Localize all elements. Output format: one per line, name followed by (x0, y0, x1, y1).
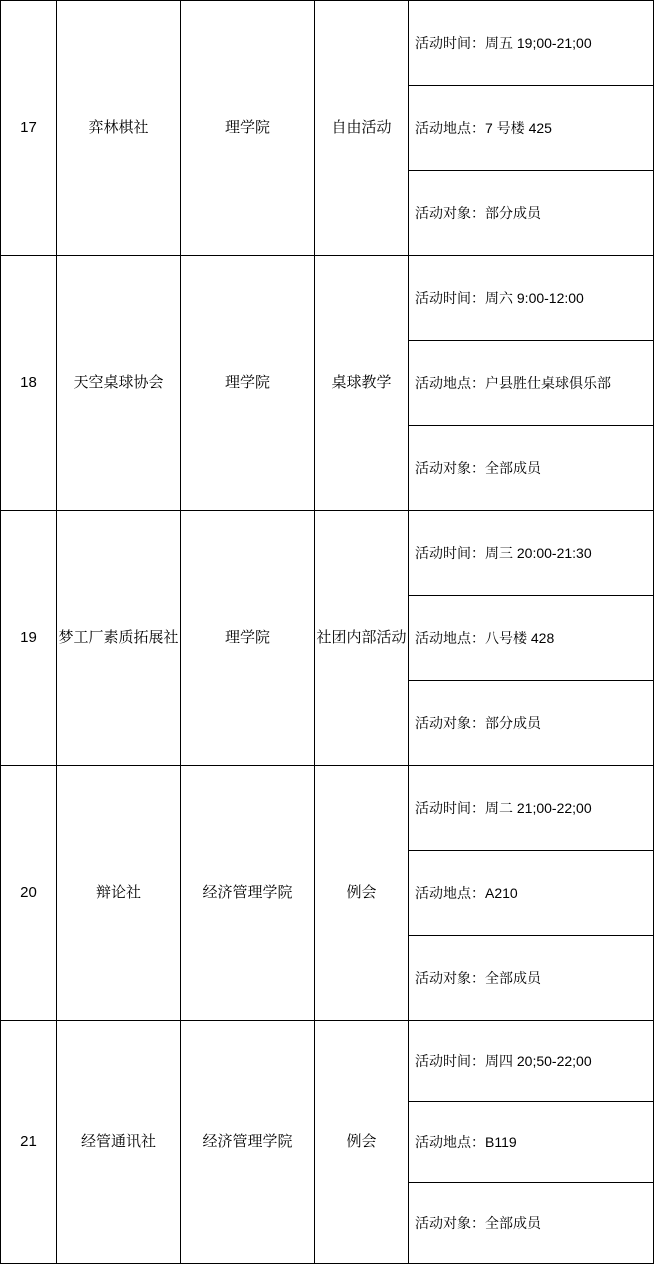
detail-time-value: 周六 9:00-12:00 (485, 289, 584, 306)
detail-place-label: 活动地点： (415, 374, 485, 391)
detail-time (409, 511, 653, 596)
detail-audience-label: 活动对象： (415, 969, 485, 986)
table-row (1, 766, 654, 1021)
detail-row (409, 86, 653, 171)
club-details (409, 256, 654, 511)
detail-table (409, 511, 653, 765)
detail-row (409, 511, 653, 596)
table-row (1, 256, 654, 511)
club-name: 弈林棋社 (57, 1, 181, 256)
detail-place (409, 851, 653, 936)
detail-place-value: 八号楼 428 (485, 629, 555, 646)
detail-time-label: 活动时间： (415, 544, 485, 561)
detail-audience-value: 全部成员 (485, 1214, 541, 1231)
detail-place-value: B119 (485, 1133, 517, 1150)
detail-table (409, 1021, 653, 1263)
table-row (1, 1021, 654, 1264)
detail-audience-value: 部分成员 (485, 204, 541, 221)
detail-place (409, 341, 653, 426)
detail-row (409, 1, 653, 86)
detail-place-value: A210 (485, 884, 518, 901)
club-college: 理学院 (181, 1, 315, 256)
club-activity-type: 例会 (315, 766, 409, 1021)
detail-place-label: 活动地点： (415, 884, 485, 901)
detail-time (409, 1021, 653, 1102)
detail-place (409, 596, 653, 681)
detail-time-label: 活动时间： (415, 289, 485, 306)
detail-place (409, 1102, 653, 1183)
detail-time-value: 周二 21;00-22;00 (485, 799, 592, 816)
detail-row (409, 1102, 653, 1183)
club-college: 经济管理学院 (181, 766, 315, 1021)
detail-audience-value: 部分成员 (485, 714, 541, 731)
row-index: 19 (1, 511, 57, 766)
club-activity-type: 例会 (315, 1021, 409, 1264)
detail-audience-label: 活动对象： (415, 714, 485, 731)
detail-audience (409, 681, 653, 766)
detail-time-label: 活动时间： (415, 799, 485, 816)
detail-time-label: 活动时间： (415, 34, 485, 51)
detail-time (409, 766, 653, 851)
club-college: 理学院 (181, 511, 315, 766)
detail-table (409, 256, 653, 510)
club-activity-type: 社团内部活动 (315, 511, 409, 766)
detail-place (409, 86, 653, 171)
club-details (409, 511, 654, 766)
club-name: 辩论社 (57, 766, 181, 1021)
club-activity-type: 自由活动 (315, 1, 409, 256)
row-index: 21 (1, 1021, 57, 1264)
detail-row (409, 341, 653, 426)
club-activity-type: 桌球教学 (315, 256, 409, 511)
club-college: 理学院 (181, 256, 315, 511)
detail-row (409, 936, 653, 1021)
detail-place-label: 活动地点： (415, 119, 485, 136)
club-details (409, 766, 654, 1021)
detail-place-value: 7 号楼 425 (485, 119, 552, 136)
detail-audience (409, 171, 653, 256)
detail-place-label: 活动地点： (415, 1133, 485, 1150)
row-index: 18 (1, 256, 57, 511)
detail-time-value: 周四 20;50-22;00 (485, 1052, 592, 1069)
club-name: 天空桌球协会 (57, 256, 181, 511)
detail-row (409, 851, 653, 936)
detail-row (409, 596, 653, 681)
detail-audience-value: 全部成员 (485, 969, 541, 986)
detail-time-label: 活动时间： (415, 1052, 485, 1069)
row-index: 20 (1, 766, 57, 1021)
club-name: 梦工厂素质拓展社 (57, 511, 181, 766)
detail-audience-label: 活动对象： (415, 204, 485, 221)
club-details (409, 1, 654, 256)
detail-row (409, 426, 653, 511)
detail-audience-value: 全部成员 (485, 459, 541, 476)
club-name: 经管通讯社 (57, 1021, 181, 1264)
club-college: 经济管理学院 (181, 1021, 315, 1264)
detail-row (409, 766, 653, 851)
detail-table (409, 766, 653, 1020)
detail-row (409, 1021, 653, 1102)
table-row (1, 511, 654, 766)
detail-row (409, 681, 653, 766)
detail-time-value: 周五 19;00-21;00 (485, 34, 592, 51)
detail-audience (409, 426, 653, 511)
row-index: 17 (1, 1, 57, 256)
detail-row (409, 171, 653, 256)
detail-row (409, 256, 653, 341)
club-details (409, 1021, 654, 1264)
detail-time-value: 周三 20:00-21:30 (485, 544, 592, 561)
detail-place-label: 活动地点： (415, 629, 485, 646)
detail-audience (409, 936, 653, 1021)
detail-audience-label: 活动对象： (415, 1214, 485, 1231)
table-row (1, 1, 654, 256)
detail-time (409, 256, 653, 341)
detail-row (409, 1183, 653, 1264)
detail-audience (409, 1183, 653, 1264)
detail-place-value: 户县胜仕桌球俱乐部 (485, 374, 611, 391)
detail-table (409, 1, 653, 255)
detail-time (409, 1, 653, 86)
detail-audience-label: 活动对象： (415, 459, 485, 476)
